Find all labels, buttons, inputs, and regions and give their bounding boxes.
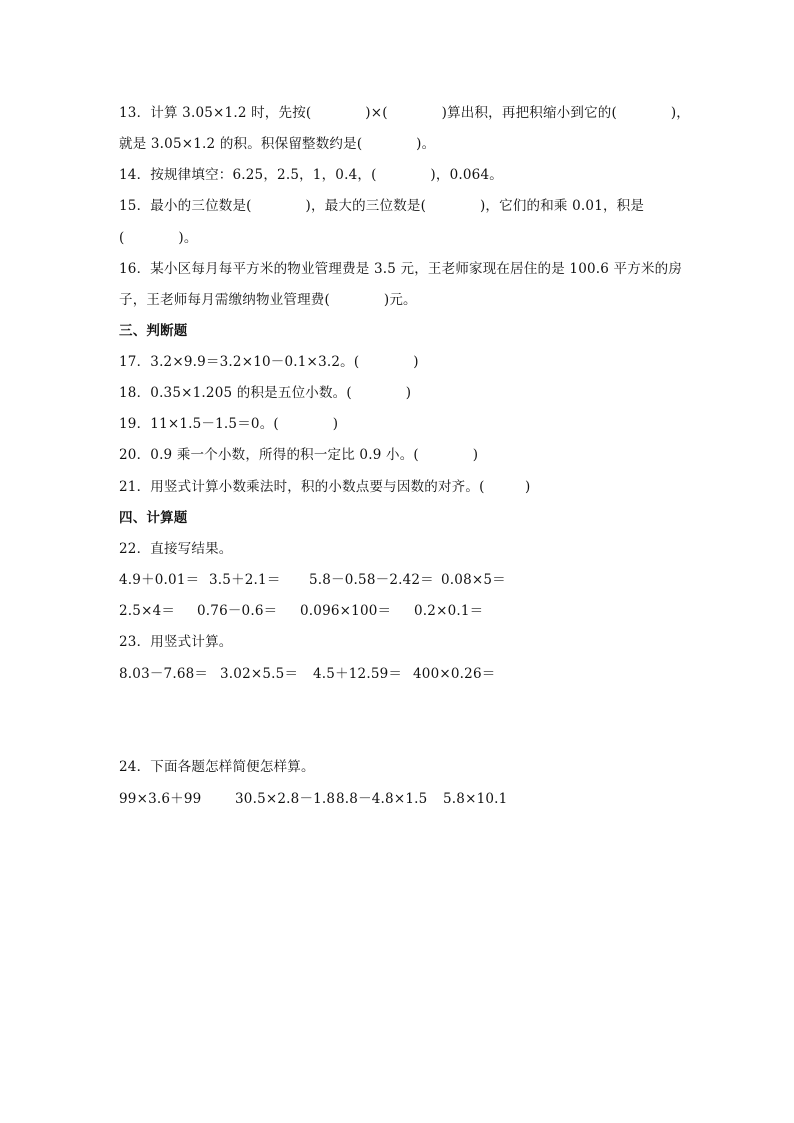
calc-item: 8.03－7.68＝ xyxy=(119,666,209,682)
question-23-title: 23．用竖式计算。 xyxy=(119,634,233,650)
section-heading-calculation: 四、计算题 xyxy=(119,510,188,526)
question-22-title: 22．直接写结果。 xyxy=(119,541,233,557)
calc-item: 5.8×10.1 xyxy=(443,791,508,807)
calc-item: 4.9＋0.01＝ xyxy=(119,572,200,588)
calc-item: 99×3.6＋99 xyxy=(119,791,202,807)
question-19: 19．11×1.5－1.5＝0。( ) xyxy=(119,416,339,432)
question-13-line-2: 就是 3.05×1.2 的积。积保留整数约是( )。 xyxy=(119,136,436,152)
question-15-line-2: ( )。 xyxy=(119,230,198,246)
question-15-line-1: 15．最小的三位数是( )，最大的三位数是( )，它们的和乘 0.01，积是 xyxy=(119,198,645,214)
calc-item: 0.76－0.6＝ xyxy=(197,603,278,619)
calc-item: 8.8－4.8×1.5 xyxy=(336,791,428,807)
calc-item: 5.8－0.58－2.42＝ xyxy=(309,572,434,588)
calc-item: 400×0.26＝ xyxy=(413,666,496,682)
calc-item: 0.08×5＝ xyxy=(441,572,506,588)
question-13-line-1: 13．计算 3.05×1.2 时，先按( )×( )算出积，再把积缩小到它的( )， xyxy=(119,105,690,121)
calc-item: 0.2×0.1＝ xyxy=(414,603,484,619)
calc-item: 0.096×100＝ xyxy=(300,603,392,619)
question-16-line-1: 16．某小区每月每平方米的物业管理费是 3.5 元，王老师家现在居住的是 100.6 平方米的房 xyxy=(119,261,683,277)
section-heading-judgement: 三、判断题 xyxy=(119,323,188,339)
question-24-title: 24．下面各题怎样简便怎样算。 xyxy=(119,759,315,775)
calc-item: 2.5×4＝ xyxy=(119,603,176,619)
question-20: 20．0.9 乘一个小数，所得的积一定比 0.9 小。( ) xyxy=(119,447,479,463)
question-18: 18．0.35×1.205 的积是五位小数。( ) xyxy=(119,385,412,401)
calc-item: 3.5＋2.1＝ xyxy=(209,572,281,588)
calc-item: 3.02×5.5＝ xyxy=(220,666,299,682)
question-17: 17．3.2×9.9＝3.2×10－0.1×3.2。( ) xyxy=(119,354,419,370)
question-16-line-2: 子，王老师每月需缴纳物业管理费( )元。 xyxy=(119,292,417,308)
calc-item: 4.5＋12.59＝ xyxy=(313,666,403,682)
calc-item: 30.5×2.8－1.8 xyxy=(235,791,336,807)
question-14: 14．按规律填空：6.25，2.5，1，0.4，( )，0.064。 xyxy=(119,167,503,183)
question-21: 21．用竖式计算小数乘法时，积的小数点要与因数的对齐。( ) xyxy=(119,479,531,495)
